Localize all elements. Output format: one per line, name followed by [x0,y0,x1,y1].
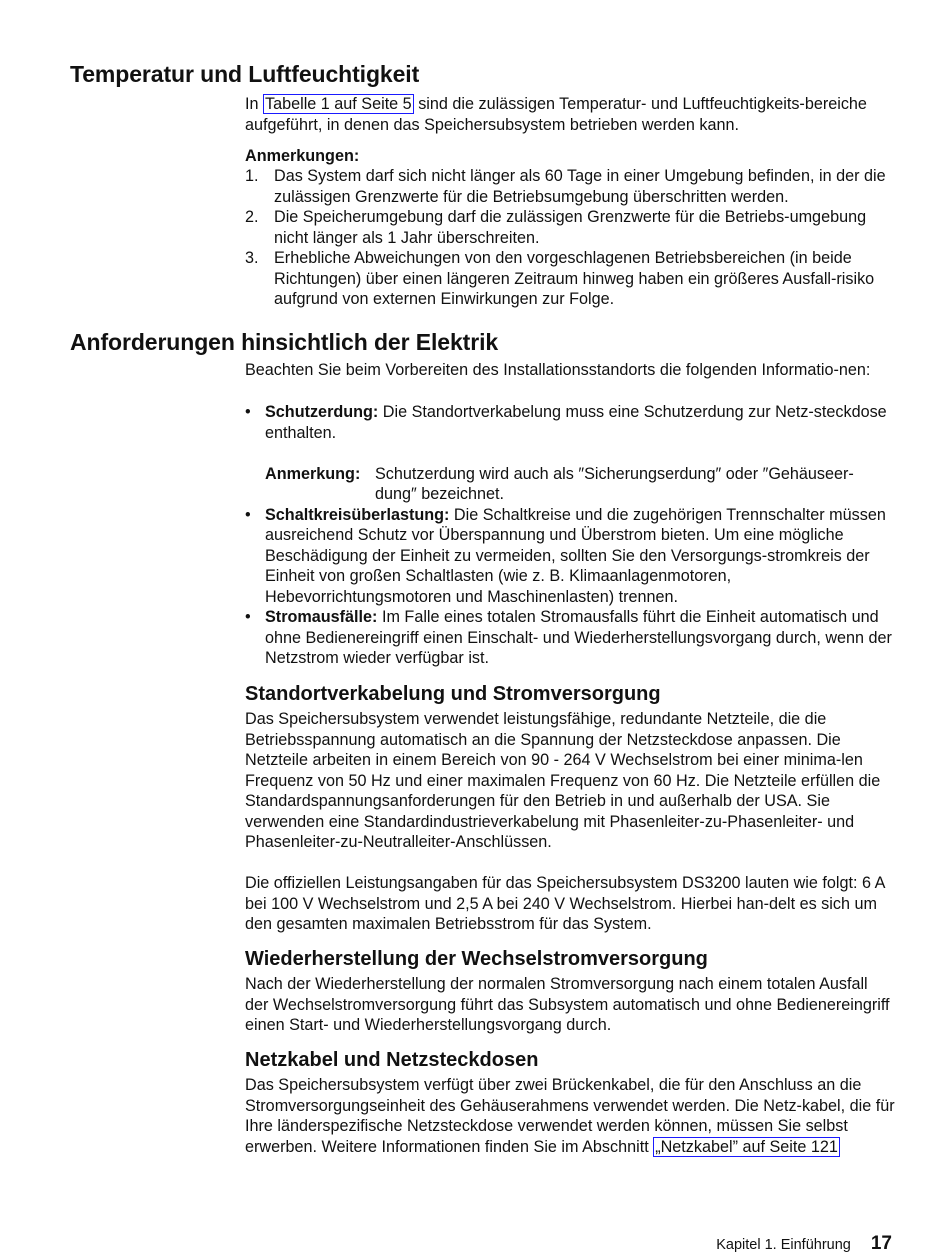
section-heading-electrical: Anforderungen hinsichtlich der Elektrik [70,329,499,355]
list-item: 2. Die Speicherumgebung darf die zulässigen Grenzwerte für die Betriebs-umgebung nicht länger als 1 Jahr überschreiten. [245,208,867,247]
bullet-icon: • [245,608,251,626]
page-number: 17 [870,1233,892,1254]
list-item: • Stromausfälle: Im Falle eines totalen Stromausfalls führt die Einheit automatisch und ohne Bedienereingriff einen Einschalt- und Wiederherstellungsvorgang durch, wenn der Netzstrom wieder verfügbar ist. [245,608,892,667]
chapter-label: Kapitel 1. Einführung [716,1237,851,1253]
power-cords-paragraph: Das Speichersubsystem verfügt über zwei Brückenkabel, die für den Anschluss an die Stromversorgungseinheit des Gehäuserahmens verwendet werden. Die Netz-kabel, die für Ihre länderspezifische Netzsteckdose verwendet werden können, müssen Sie selbst erwerben. Weitere Informationen finden Sie im Abschnitt „Netzkabel” auf Seite 121 [245,1076,895,1156]
bullet-icon: • [245,403,251,421]
section-heading-temperature: Temperatur und Luftfeuchtigkeit [70,61,420,87]
list-item: 1. Das System darf sich nicht länger als 60 Tage in einer Umgebung befinden, in der die zulässigen Grenzwerte für die Betriebsumgebung überschritten werden. [245,167,886,206]
list-item: • Schutzerdung: Die Standortverkabelung muss eine Schutzerdung zur Netz-steckdose enthalten. Anmerkung: Schutzerdung wird auch als ″Sicherungserdung″ oder ″Gehäuseer-dung″ bezeichnet. [245,402,895,505]
notes-label: Anmerkungen: [245,147,360,165]
subsection-heading-wiring: Standortverkabelung und Stromversorgung [245,683,661,705]
power-cords-link[interactable]: „Netzkabel” auf Seite 121 [655,1137,838,1156]
bullet-icon: • [245,505,251,524]
ac-recovery-paragraph: Nach der Wiederherstellung der normalen Stromversorgung nach einem totalen Ausfall der Wechselstromversorgung führt das Subsystem automatisch und ohne Bedienereingriff einen Start- und Wiederherstellungsvorgang durch. [245,975,890,1034]
page-footer [716,1233,892,1255]
list-item: • Schaltkreisüberlastung: Die Schaltkreise und die zugehörigen Trennschalter müssen ausreichend Schutz vor Überspannung und Überstrom bieten. Um eine mögliche Beschädigung der Einheit zu vermeiden, sollten Sie den Versorgungs-stromkreis der Einheit von großen Schaltlasten (wie z. B. Klimaanlagenmotoren, Hebevorrichtungsmotoren und Maschinenlasten) trennen. [245,505,886,606]
temperature-intro: In Tabelle 1 auf Seite 5 sind die zulässigen Temperatur- und Luftfeuchtigkeits-bereiche aufgeführt, in denen das Speichersubsystem betrieben werden kann. [245,95,867,134]
table-1-link[interactable]: Tabelle 1 auf Seite 5 [265,95,412,113]
grounding-note: Anmerkung: Schutzerdung wird auch als ″Sicherungserdung″ oder ″Gehäuseer-dung″ bezeichnet. [265,464,854,503]
list-item: 3. Erhebliche Abweichungen von den vorgeschlagenen Betriebsbereichen (in beide Richtungen) über einen längeren Zeitraum hinweg haben ein größeres Ausfall-risiko aufgrund von externen Einwirkungen zur Folge. [245,249,875,308]
wiring-paragraph-1: Das Speichersubsystem verwendet leistungsfähige, redundante Netzteile, die die Betriebsspannung automatisch an die Spannung der Netzsteckdose anpassen. Die Netzteile arbeiten in einem Bereich von 90 - 264 V Wechselstrom bei einer minima-len Frequenz von 50 Hz und einer maximalen Frequenz von 60 Hz. Die Netzteile erfüllen die Standardspannungsanforderungen für den Betrieb in und außerhalb der USA. Sie verwenden eine Standardindustrieverkabelung mit Phasenleiter-zu-Phasenleiter- und Phasenleiter-zu-Neutralleiter-Anschlüssen. [245,710,881,851]
notes-list [245,166,895,310]
subsection-heading-power-cords: Netzkabel und Netzsteckdosen [245,1049,539,1071]
electrical-intro: Beachten Sie beim Vorbereiten des Installationsstandorts die folgenden Informatio-nen: [245,361,871,379]
electrical-bullet-list [245,402,895,669]
subsection-heading-ac-recovery: Wiederherstellung der Wechselstromversorgung [245,948,708,970]
wiring-paragraph-2: Die offiziellen Leistungsangaben für das Speichersubsystem DS3200 lauten wie folgt: 6 A bei 100 V Wechselstrom und 2,5 A bei 240 V Wechselstrom. Hierbei han-delt es sich um den gesamten maximalen Betriebsstrom für das System. [245,874,885,933]
